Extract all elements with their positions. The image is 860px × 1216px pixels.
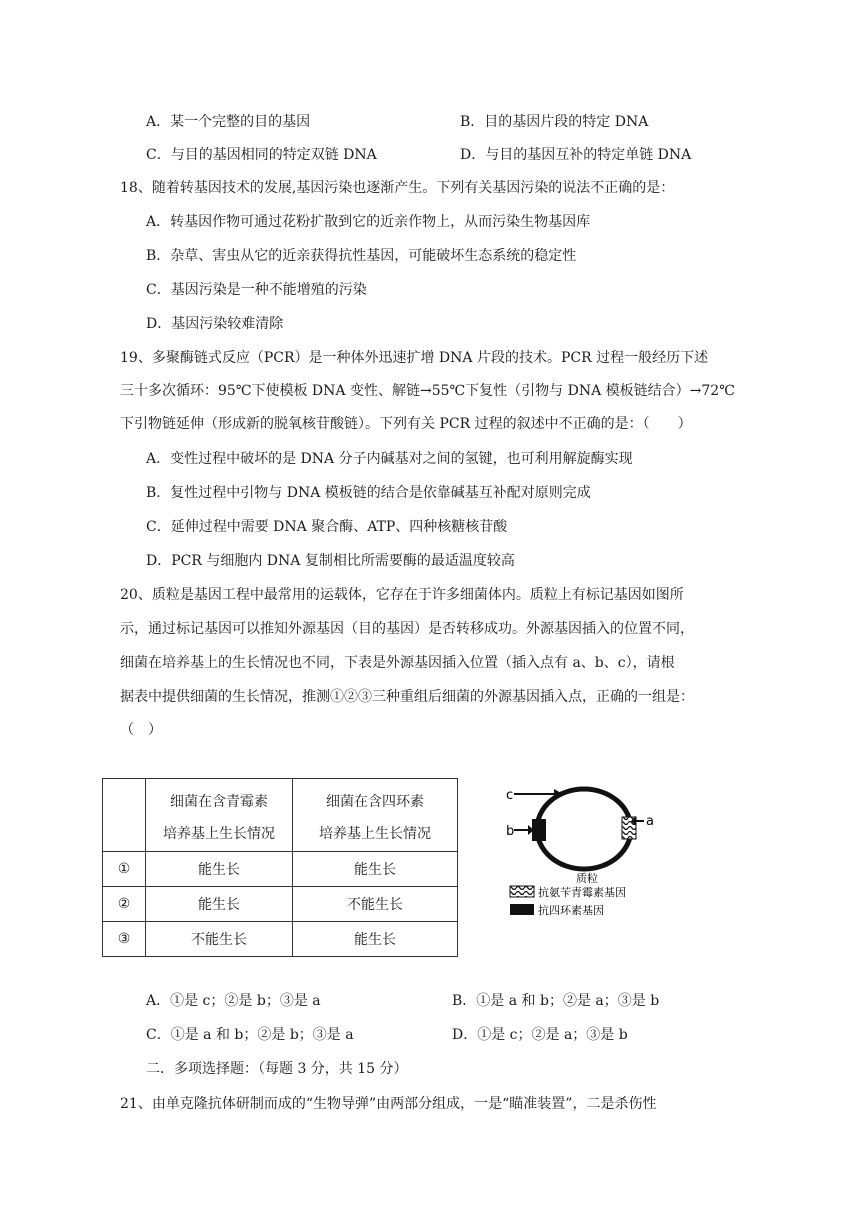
label-b: b: [506, 824, 515, 839]
row-tetracycline-growth: 能生长: [293, 922, 458, 957]
q17-option-c: C．与目的基因相同的特定双链 DNA: [146, 147, 377, 163]
q20-stem-line-4: 据表中提供细菌的生长情况，推测①②③三种重组后细菌的外源基因插入点，正确的一组是：: [120, 689, 694, 705]
q19-stem-line-2: 三十多次循环：95℃下使模板 DNA 变性、解链→55℃下复性（引物与 DNA 模板链结合）→72℃: [120, 383, 735, 399]
header-penicillin-line-1: 细菌在含青霉素: [170, 794, 268, 810]
plasmid-diagram: [500, 775, 670, 930]
q18-option-a: A．转基因作物可通过花粉扩散到它的近亲作物上，从而污染生物基因库: [146, 214, 591, 230]
q20-stem-line-3: 细菌在培养基上的生长情况也不同，下表是外源基因插入位置（插入点有 a、b、c），请根: [120, 655, 675, 671]
table-row: [103, 922, 458, 957]
q19-stem-line-3: 下引物链延伸（形成新的脱氧核苷酸链）。下列有关 PCR 过程的叙述中不正确的是：（ ）: [120, 416, 692, 432]
q20-option-d: D．①是 c；②是 a；③是 b: [452, 1027, 628, 1043]
header-tetracycline-line-1: 细菌在含四环素: [326, 794, 424, 810]
label-a: a: [646, 814, 654, 829]
table-row: [103, 852, 458, 887]
q18-option-d: D．基因污染较难清除: [146, 316, 284, 332]
row-penicillin-growth: 不能生长: [146, 922, 293, 957]
header-penicillin-line-2: 培养基上生长情况: [163, 826, 275, 842]
q20-stem-line-2: 示，通过标记基因可以推知外源基因（目的基因）是否转移成功。外源基因插入的位置不同，: [120, 621, 694, 637]
table-header-penicillin: [146, 779, 293, 852]
q20-option-b: B．①是 a 和 b；②是 a；③是 b: [452, 993, 660, 1009]
row-penicillin-growth: 能生长: [146, 852, 293, 887]
q18-stem: 18、随着转基因技术的发展,基因污染也逐渐产生。下列有关基因污染的说法不正确的是：: [120, 180, 675, 196]
q21-stem-line-1: 21、由单克隆抗体研制而成的“生物导弹”由两部分组成，一是“瞄准装置”，二是杀伤性: [120, 1096, 657, 1112]
table-corner-cell: [103, 779, 146, 852]
q19-option-b: B．复性过程中引物与 DNA 模板链的结合是依靠碱基互补配对原则完成: [146, 485, 591, 501]
q18-option-b: B．杂草、害虫从它的近亲获得抗性基因，可能破坏生态系统的稳定性: [146, 248, 577, 264]
legend-ampicillin-label: 抗氨苄青霉素基因: [538, 886, 626, 899]
plasmid-ring: [537, 789, 631, 869]
legend-ampicillin-swatch: [510, 886, 534, 897]
q19-option-d: D．PCR 与细胞内 DNA 复制相比所需要酶的最适温度较高: [146, 553, 515, 569]
q17-option-a: A．某一个完整的目的基因: [146, 114, 311, 130]
q17-option-d: D．与目的基因互补的特定单链 DNA: [460, 147, 692, 163]
plasmid-caption: 质粒: [576, 872, 598, 885]
row-id: ①: [103, 852, 146, 887]
q20-option-c: C．①是 a 和 b；②是 b；③是 a: [146, 1027, 354, 1043]
legend-tetracycline-swatch: [510, 904, 534, 915]
table-row: [103, 887, 458, 922]
q20-stem-line-1: 20、质粒是基因工程中最常用的运载体，它存在于许多细菌体内。质粒上有标记基因如图所: [120, 587, 684, 603]
growth-table: [102, 778, 458, 957]
table-header-row: [103, 779, 458, 852]
table-header-tetracycline: [293, 779, 458, 852]
q20-option-a: A．①是 c；②是 b；③是 a: [146, 993, 321, 1009]
q17-option-b: B．目的基因片段的特定 DNA: [460, 114, 649, 130]
header-tetracycline-line-2: 培养基上生长情况: [319, 826, 431, 842]
tetracycline-gene-block: [532, 819, 546, 841]
row-tetracycline-growth: 不能生长: [293, 887, 458, 922]
row-tetracycline-growth: 能生长: [293, 852, 458, 887]
row-penicillin-growth: 能生长: [146, 887, 293, 922]
q18-option-c: C．基因污染是一种不能增殖的污染: [146, 282, 367, 298]
q19-option-a: A．变性过程中破坏的是 DNA 分子内碱基对之间的氢键，也可利用解旋酶实现: [146, 451, 633, 467]
row-id: ③: [103, 922, 146, 957]
label-c: c: [506, 788, 514, 803]
legend-tetracycline-label: 抗四环素基因: [538, 904, 604, 917]
row-id: ②: [103, 887, 146, 922]
q19-stem-line-1: 19、多聚酶链式反应（PCR）是一种体外迅速扩增 DNA 片段的技术。PCR 过程一般经历下述: [120, 350, 709, 366]
q19-option-c: C．延伸过程中需要 DNA 聚合酶、ATP、四种核糖核苷酸: [146, 519, 508, 535]
section-heading-multiple-choice: 二．多项选择题：（每题 3 分，共 15 分）: [146, 1061, 408, 1077]
q20-stem-line-5: （ ）: [120, 722, 162, 738]
